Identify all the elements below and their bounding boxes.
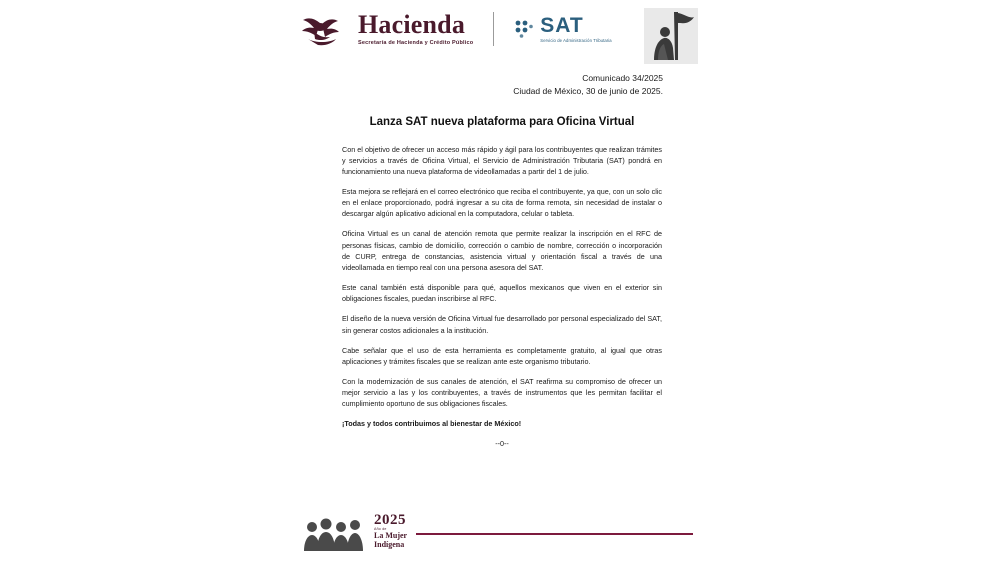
footer-campaign-line1: La Mujer: [374, 531, 408, 541]
paragraph: Esta mejora se reflejará en el correo electrónico que reciba el contribuyente, ya que, con un solo clic en el enlace proporcionado, podrá ingresar a su cita de forma remota, sin necesidad de instalar o descargar algún aplicativo adicional en la computadora, celular o tableta.: [342, 186, 662, 219]
footer-accent-rule: [416, 533, 693, 535]
comunicado-number: Comunicado 34/2025: [582, 73, 663, 83]
hacienda-title: Hacienda: [358, 10, 466, 39]
paragraph: El diseño de la nueva versión de Oficina Virtual fue desarrollado por personal especializado del SAT, sin generar costos adicionales a la institución.: [342, 314, 662, 335]
footer-campaign-text: [374, 513, 407, 551]
header-logos: [300, 12, 612, 47]
sat-text-block: [540, 15, 611, 43]
paragraph: Con el objetivo de ofrecer un acceso más rápido y ágil para los contribuyentes que realizan trámites y servicios a través de Oficina Virtual, el Servicio de Administración Tributaria (SAT) pondrá en funcionamiento una nueva plataforma de videollamadas a partir del 1 de julio.: [342, 144, 662, 176]
end-marker: --0--: [495, 438, 509, 448]
article-content: [342, 144, 662, 448]
page-title: Lanza SAT nueva plataforma para Oficina Virtual: [369, 115, 635, 128]
paragraph: Oficina Virtual es un canal de atención remota que permite realizar la inscripción en el RFC de personas físicas, cambio de domicilio, corrección o cambio de nombre, corrección o incorporación de CURP, entrega de constancias, asistencia virtual y orientación fiscal a través de una videollamada en tiempo real con una persona asesora del SAT.: [342, 229, 662, 272]
footer-campaign-line2: Indígena: [374, 539, 405, 549]
sat-logo-mark-icon: [514, 19, 534, 39]
place-and-date: Ciudad de México, 30 de junio de 2025.: [513, 85, 663, 96]
footer-small-line: Año de: [374, 527, 387, 532]
page-footer: [0, 509, 1004, 553]
logo-divider: [493, 12, 494, 46]
page-header: [0, 0, 1004, 72]
hacienda-wordmark: [358, 12, 473, 47]
paragraph: Este canal también está disponible para qué, aquellos mexicanos que viven en el exterior sin obligaciones fiscales, puedan inscribirse al RFC.: [342, 283, 662, 304]
document-body: [0, 72, 1004, 448]
sat-tagline: Servicio de Administración Tributaria: [540, 38, 612, 44]
indigenous-women-silhouettes-icon: [302, 515, 368, 551]
paragraph: Con la modernización de sus canales de atención, el SAT reafirma su compromiso de ofrecer un mejor servicio a las y los contribuyentes, a través de instrumentos que les permitan facilitar el cumplimiento oportuno de sus obligaciones fiscales.: [342, 377, 662, 409]
closing-slogan: ¡Todas y todos contribuimos al bienestar de México!: [342, 419, 522, 429]
footer-campaign-logo: [302, 513, 407, 551]
footer-year: 2025: [374, 511, 406, 528]
sat-name: SAT: [540, 14, 584, 38]
paragraph: Cabe señalar que el uso de esta herramienta es completamente gratuito, al igual que otras aplicaciones y trámites fiscales que se realizan ante este organismo tributario.: [342, 345, 662, 366]
mexican-eagle-emblem-icon: [300, 12, 344, 46]
document-meta: [0, 72, 1004, 98]
mexican-flag-bearer-emblem-icon: [644, 8, 698, 64]
hacienda-subtitle: Secretaría de Hacienda y Crédito Público: [358, 40, 474, 46]
sat-wordmark: [514, 15, 611, 43]
